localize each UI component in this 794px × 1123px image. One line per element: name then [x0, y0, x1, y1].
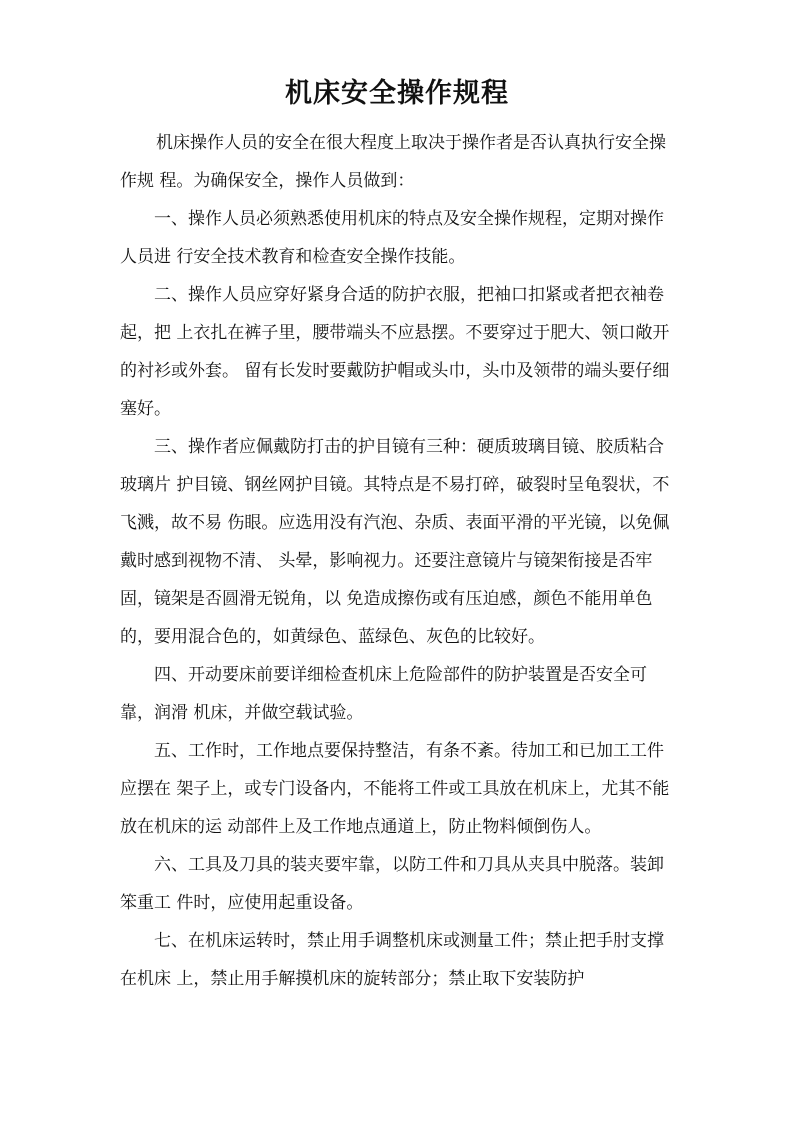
- paragraph-rule-2: 二、操作人员应穿好紧身合适的防护衣服，把袖口扣紧或者把衣袖卷起，把 上衣扎在裤子里，腰带端头不应悬摆。不要穿过于肥大、领口敞开的衬衫或外套。 留有长发时要戴防护帽或头巾，头巾及领带的端头要仔细塞好。: [120, 285, 670, 419]
- document-body: [120, 124, 680, 998]
- paragraph-rule-4: 四、开动要床前要详细检查机床上危险部件的防护装置是否安全可靠，润滑 机床，并做空载试验。: [120, 665, 647, 723]
- paragraph-rule-3: 三、操作者应佩戴防打击的护目镜有三种：硬质玻璃目镜、胶质粘合玻璃片 护目镜、钢丝网护目镜。其特点是不易打碎，破裂时呈龟裂状，不飞溅，故不易 伤眼。应选用没有汽泡、杂质、表面平滑的平光镜，以免佩戴时感到视物不清、 头晕，影响视力。还要注意镜片与镜架衔接是否牢固，镜架是否圆滑无锐角，以 免造成擦伤或有压迫感，颜色不能用单色的，要用混合色的，如黄绿色、蓝绿色、灰色的比较好。: [120, 437, 670, 647]
- paragraph-rule-7: 七、在机床运转时，禁止用手调整机床或测量工件；禁止把手肘支撑在机床 上，禁止用手解摸机床的旋转部分；禁止取下安装防护: [120, 931, 664, 989]
- paragraph-rule-5: 五、工作时，工作地点要保持整洁，有条不紊。待加工和已加工工件应摆在 架子上，或专门设备内，不能将工件或工具放在机床上，尤其不能放在机床的运 动部件上及工作地点通道上，防止物料倾倒伤人。: [120, 741, 670, 837]
- paragraph-rule-6: 六、工具及刀具的装夹要牢靠，以防工件和刀具从夹具中脱落。装卸笨重工 件时，应使用起重设备。: [120, 855, 664, 913]
- paragraph-intro: 机床操作人员的安全在很大程度上取决于操作者是否认真执行安全操作规 程。为确保安全，操作人员做到：: [120, 133, 666, 191]
- paragraph-rule-1: 一、操作人员必须熟悉使用机床的特点及安全操作规程，定期对操作人员进 行安全技术教育和检查安全操作技能。: [120, 209, 664, 267]
- document-title: 机床安全操作规程: [285, 78, 509, 109]
